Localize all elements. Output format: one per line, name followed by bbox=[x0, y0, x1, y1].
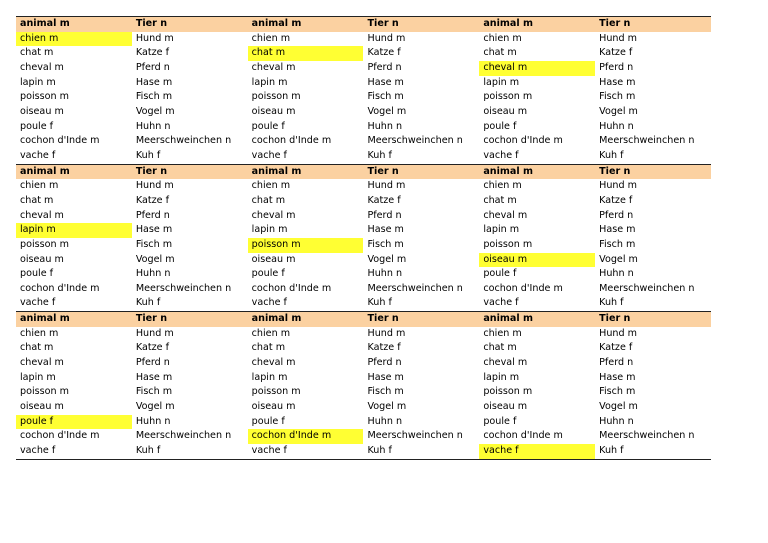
french-word-cell: poisson m bbox=[251, 91, 301, 103]
vocab-row bbox=[16, 253, 711, 268]
header-cell-french: animal m bbox=[248, 312, 364, 327]
german-word-cell: Hund m bbox=[599, 327, 638, 339]
french-word-cell: poisson m bbox=[20, 386, 69, 398]
french-word-cell: cheval m bbox=[20, 357, 64, 369]
vocab-row bbox=[16, 223, 711, 238]
german-word-cell: Fisch m bbox=[599, 91, 636, 103]
vocab-row bbox=[16, 282, 711, 297]
german-word-cell: Hund m bbox=[599, 180, 638, 192]
header-cell-french: animal m bbox=[479, 17, 595, 32]
french-word-cell: cheval m bbox=[251, 357, 296, 369]
french-word-cell: oiseau m bbox=[20, 401, 64, 413]
german-word-cell: Huhn n bbox=[367, 120, 403, 132]
vocab-row bbox=[16, 194, 711, 209]
french-word-cell: poule f bbox=[20, 120, 54, 132]
french-word-cell: chat m bbox=[483, 47, 517, 59]
header-cell-french: animal m bbox=[16, 165, 132, 180]
vocab-block bbox=[16, 17, 711, 165]
german-word-cell: Huhn n bbox=[367, 268, 403, 280]
french-word-cell: oiseau m bbox=[251, 401, 296, 413]
french-word-cell: poisson m bbox=[483, 238, 533, 250]
vocab-row bbox=[16, 267, 711, 282]
french-word-cell: chien m bbox=[251, 180, 291, 192]
french-word-cell: oiseau m bbox=[20, 253, 64, 265]
german-word-cell: Katze f bbox=[135, 47, 169, 59]
vocab-block bbox=[16, 312, 711, 460]
vocab-row bbox=[16, 296, 711, 311]
german-word-cell: Vogel m bbox=[367, 401, 407, 413]
french-word-cell: poule f bbox=[16, 415, 132, 430]
french-word-cell: cheval m bbox=[483, 209, 528, 221]
french-word-cell: cheval m bbox=[20, 209, 64, 221]
vocab-block bbox=[16, 165, 711, 313]
french-word-cell: chien m bbox=[20, 327, 59, 339]
header-cell-german: Tier n bbox=[363, 17, 479, 32]
french-word-cell: chien m bbox=[483, 32, 522, 44]
french-word-cell: vache f bbox=[483, 149, 519, 161]
french-word-cell: cochon d'Inde m bbox=[483, 135, 563, 147]
french-word-cell: chien m bbox=[16, 32, 132, 47]
french-word-cell: lapin m bbox=[251, 371, 288, 383]
french-word-cell: vache f bbox=[251, 297, 287, 309]
german-word-cell: Katze f bbox=[135, 342, 169, 354]
german-word-cell: Hund m bbox=[367, 180, 406, 192]
german-word-cell: Hase m bbox=[599, 224, 636, 236]
vocab-row bbox=[16, 371, 711, 386]
german-word-cell: Pferd n bbox=[367, 209, 402, 221]
header-cell-french: animal m bbox=[248, 17, 364, 32]
german-word-cell: Vogel m bbox=[135, 401, 175, 413]
german-word-cell: Katze f bbox=[367, 342, 401, 354]
german-word-cell: Hund m bbox=[135, 327, 174, 339]
french-word-cell: oiseau m bbox=[479, 253, 595, 268]
french-word-cell: poisson m bbox=[20, 91, 69, 103]
german-word-cell: Vogel m bbox=[599, 105, 638, 117]
french-word-cell: cochon d'Inde m bbox=[20, 430, 100, 442]
german-word-cell: Hase m bbox=[367, 224, 404, 236]
french-word-cell: vache f bbox=[20, 297, 56, 309]
german-word-cell: Kuh f bbox=[599, 149, 624, 161]
vocab-row bbox=[16, 209, 711, 224]
german-word-cell: Kuh f bbox=[367, 297, 392, 309]
header-cell-german: Tier n bbox=[595, 165, 711, 180]
german-word-cell: Hase m bbox=[599, 371, 636, 383]
german-word-cell: Hase m bbox=[135, 371, 173, 383]
german-word-cell: Meerschweinchen n bbox=[135, 135, 232, 147]
french-word-cell: cochon d'Inde m bbox=[248, 429, 364, 444]
german-word-cell: Huhn n bbox=[135, 268, 171, 280]
german-word-cell: Pferd n bbox=[135, 357, 170, 369]
header-row bbox=[16, 312, 711, 327]
french-word-cell: chat m bbox=[251, 194, 286, 206]
german-word-cell: Pferd n bbox=[599, 61, 634, 73]
german-word-cell: Pferd n bbox=[599, 357, 634, 369]
header-row bbox=[16, 17, 711, 32]
french-word-cell: cheval m bbox=[479, 61, 595, 76]
french-word-cell: cochon d'Inde m bbox=[20, 135, 100, 147]
french-word-cell: lapin m bbox=[483, 76, 520, 88]
german-word-cell: Vogel m bbox=[367, 253, 407, 265]
german-word-cell: Fisch m bbox=[135, 386, 173, 398]
french-word-cell: chat m bbox=[483, 342, 517, 354]
german-word-cell: Kuh f bbox=[367, 149, 392, 161]
german-word-cell: Katze f bbox=[367, 194, 401, 206]
german-word-cell: Fisch m bbox=[367, 386, 404, 398]
vocab-row bbox=[16, 327, 711, 342]
header-cell-german: Tier n bbox=[595, 17, 711, 32]
german-word-cell: Pferd n bbox=[135, 209, 170, 221]
german-word-cell: Katze f bbox=[599, 194, 633, 206]
vocab-row bbox=[16, 238, 711, 253]
french-word-cell: lapin m bbox=[251, 224, 288, 236]
german-word-cell: Kuh f bbox=[135, 297, 161, 309]
vocab-row bbox=[16, 385, 711, 400]
french-word-cell: poisson m bbox=[20, 238, 69, 250]
french-word-cell: poisson m bbox=[248, 238, 364, 253]
french-word-cell: oiseau m bbox=[251, 105, 296, 117]
vocab-row bbox=[16, 400, 711, 415]
vocab-row bbox=[16, 356, 711, 371]
german-word-cell: Vogel m bbox=[599, 253, 638, 265]
french-word-cell: lapin m bbox=[20, 371, 56, 383]
french-word-cell: oiseau m bbox=[483, 105, 528, 117]
header-cell-french: animal m bbox=[479, 312, 595, 327]
vocab-row bbox=[16, 444, 711, 459]
german-word-cell: Kuh f bbox=[599, 445, 624, 457]
german-word-cell: Fisch m bbox=[367, 238, 404, 250]
german-word-cell: Katze f bbox=[135, 194, 169, 206]
german-word-cell: Meerschweinchen n bbox=[367, 430, 463, 442]
vocab-row bbox=[16, 149, 711, 164]
german-word-cell: Huhn n bbox=[367, 415, 403, 427]
french-word-cell: cochon d'Inde m bbox=[251, 135, 332, 147]
french-word-cell: oiseau m bbox=[20, 105, 64, 117]
header-cell-french: animal m bbox=[248, 165, 364, 180]
header-cell-german: Tier n bbox=[363, 312, 479, 327]
vocab-row bbox=[16, 134, 711, 149]
german-word-cell: Vogel m bbox=[135, 105, 175, 117]
french-word-cell: poule f bbox=[251, 120, 285, 132]
french-word-cell: lapin m bbox=[483, 371, 520, 383]
french-word-cell: chat m bbox=[248, 46, 364, 61]
german-word-cell: Kuh f bbox=[135, 149, 161, 161]
german-word-cell: Pferd n bbox=[367, 357, 402, 369]
vocab-row bbox=[16, 415, 711, 430]
header-cell-french: animal m bbox=[479, 165, 595, 180]
german-word-cell: Huhn n bbox=[599, 415, 634, 427]
header-cell-german: Tier n bbox=[132, 17, 248, 32]
german-word-cell: Meerschweinchen n bbox=[367, 282, 463, 294]
french-word-cell: vache f bbox=[483, 297, 519, 309]
german-word-cell: Fisch m bbox=[135, 238, 173, 250]
german-word-cell: Katze f bbox=[367, 47, 401, 59]
german-word-cell: Meerschweinchen n bbox=[135, 430, 232, 442]
german-word-cell: Hase m bbox=[135, 224, 173, 236]
german-word-cell: Hund m bbox=[367, 32, 406, 44]
vocab-row bbox=[16, 120, 711, 135]
german-word-cell: Katze f bbox=[599, 342, 633, 354]
french-word-cell: chat m bbox=[20, 342, 54, 354]
german-word-cell: Katze f bbox=[599, 47, 633, 59]
vocab-row bbox=[16, 429, 711, 444]
header-cell-german: Tier n bbox=[132, 312, 248, 327]
german-word-cell: Vogel m bbox=[135, 253, 175, 265]
french-word-cell: vache f bbox=[20, 149, 56, 161]
french-word-cell: cochon d'Inde m bbox=[20, 282, 100, 294]
french-word-cell: poule f bbox=[483, 268, 517, 280]
french-word-cell: chat m bbox=[251, 342, 286, 354]
french-word-cell: poisson m bbox=[483, 386, 533, 398]
vocab-row bbox=[16, 105, 711, 120]
german-word-cell: Meerschweinchen n bbox=[367, 135, 463, 147]
french-word-cell: chien m bbox=[251, 327, 291, 339]
french-word-cell: chat m bbox=[483, 194, 517, 206]
header-cell-french: animal m bbox=[16, 312, 132, 327]
german-word-cell: Huhn n bbox=[599, 120, 634, 132]
german-word-cell: Meerschweinchen n bbox=[599, 282, 695, 294]
vocab-row bbox=[16, 46, 711, 61]
french-word-cell: oiseau m bbox=[251, 253, 296, 265]
header-cell-german: Tier n bbox=[363, 165, 479, 180]
german-word-cell: Pferd n bbox=[135, 61, 170, 73]
german-word-cell: Kuh f bbox=[599, 297, 624, 309]
german-word-cell: Fisch m bbox=[599, 238, 636, 250]
german-word-cell: Kuh f bbox=[367, 445, 392, 457]
german-word-cell: Meerschweinchen n bbox=[599, 135, 695, 147]
header-cell-german: Tier n bbox=[595, 312, 711, 327]
german-word-cell: Huhn n bbox=[135, 415, 171, 427]
french-word-cell: cochon d'Inde m bbox=[483, 282, 563, 294]
french-word-cell: chien m bbox=[483, 327, 522, 339]
french-word-cell: chien m bbox=[251, 32, 291, 44]
vocabulary-sheet bbox=[16, 16, 711, 460]
german-word-cell: Hase m bbox=[135, 76, 173, 88]
french-word-cell: poule f bbox=[483, 415, 517, 427]
french-word-cell: cheval m bbox=[483, 357, 528, 369]
french-word-cell: lapin m bbox=[20, 76, 56, 88]
german-word-cell: Pferd n bbox=[599, 209, 634, 221]
french-word-cell: cheval m bbox=[20, 61, 64, 73]
french-word-cell: vache f bbox=[20, 445, 56, 457]
french-word-cell: lapin m bbox=[16, 223, 132, 238]
german-word-cell: Hund m bbox=[135, 32, 174, 44]
french-word-cell: lapin m bbox=[483, 224, 520, 236]
german-word-cell: Meerschweinchen n bbox=[599, 430, 695, 442]
german-word-cell: Hase m bbox=[599, 76, 636, 88]
german-word-cell: Pferd n bbox=[367, 61, 402, 73]
header-cell-french: animal m bbox=[16, 17, 132, 32]
german-word-cell: Fisch m bbox=[367, 91, 404, 103]
german-word-cell: Fisch m bbox=[135, 91, 173, 103]
french-word-cell: cheval m bbox=[251, 61, 296, 73]
french-word-cell: cheval m bbox=[251, 209, 296, 221]
french-word-cell: poule f bbox=[20, 268, 54, 280]
vocab-row bbox=[16, 61, 711, 76]
french-word-cell: poule f bbox=[483, 120, 517, 132]
french-word-cell: vache f bbox=[479, 444, 595, 459]
vocab-row bbox=[16, 179, 711, 194]
german-word-cell: Huhn n bbox=[135, 120, 171, 132]
german-word-cell: Vogel m bbox=[599, 401, 638, 413]
german-word-cell: Hund m bbox=[367, 327, 406, 339]
german-word-cell: Fisch m bbox=[599, 386, 636, 398]
german-word-cell: Vogel m bbox=[367, 105, 407, 117]
french-word-cell: poule f bbox=[251, 268, 285, 280]
header-cell-german: Tier n bbox=[132, 165, 248, 180]
french-word-cell: oiseau m bbox=[483, 401, 528, 413]
german-word-cell: Hase m bbox=[367, 371, 404, 383]
french-word-cell: chat m bbox=[20, 47, 54, 59]
german-word-cell: Huhn n bbox=[599, 268, 634, 280]
french-word-cell: poisson m bbox=[251, 386, 301, 398]
french-word-cell: chat m bbox=[20, 194, 54, 206]
vocab-row bbox=[16, 76, 711, 91]
french-word-cell: cochon d'Inde m bbox=[251, 282, 332, 294]
french-word-cell: poule f bbox=[251, 415, 285, 427]
french-word-cell: poisson m bbox=[483, 91, 533, 103]
vocab-row bbox=[16, 90, 711, 105]
vocab-row bbox=[16, 341, 711, 356]
french-word-cell: cochon d'Inde m bbox=[483, 430, 563, 442]
french-word-cell: chien m bbox=[20, 180, 59, 192]
german-word-cell: Meerschweinchen n bbox=[135, 282, 232, 294]
french-word-cell: lapin m bbox=[251, 76, 288, 88]
german-word-cell: Hase m bbox=[367, 76, 404, 88]
header-row bbox=[16, 165, 711, 180]
vocab-row bbox=[16, 32, 711, 47]
german-word-cell: Kuh f bbox=[135, 445, 161, 457]
french-word-cell: chien m bbox=[483, 180, 522, 192]
german-word-cell: Hund m bbox=[599, 32, 638, 44]
french-word-cell: vache f bbox=[251, 445, 287, 457]
german-word-cell: Hund m bbox=[135, 180, 174, 192]
french-word-cell: vache f bbox=[251, 149, 287, 161]
